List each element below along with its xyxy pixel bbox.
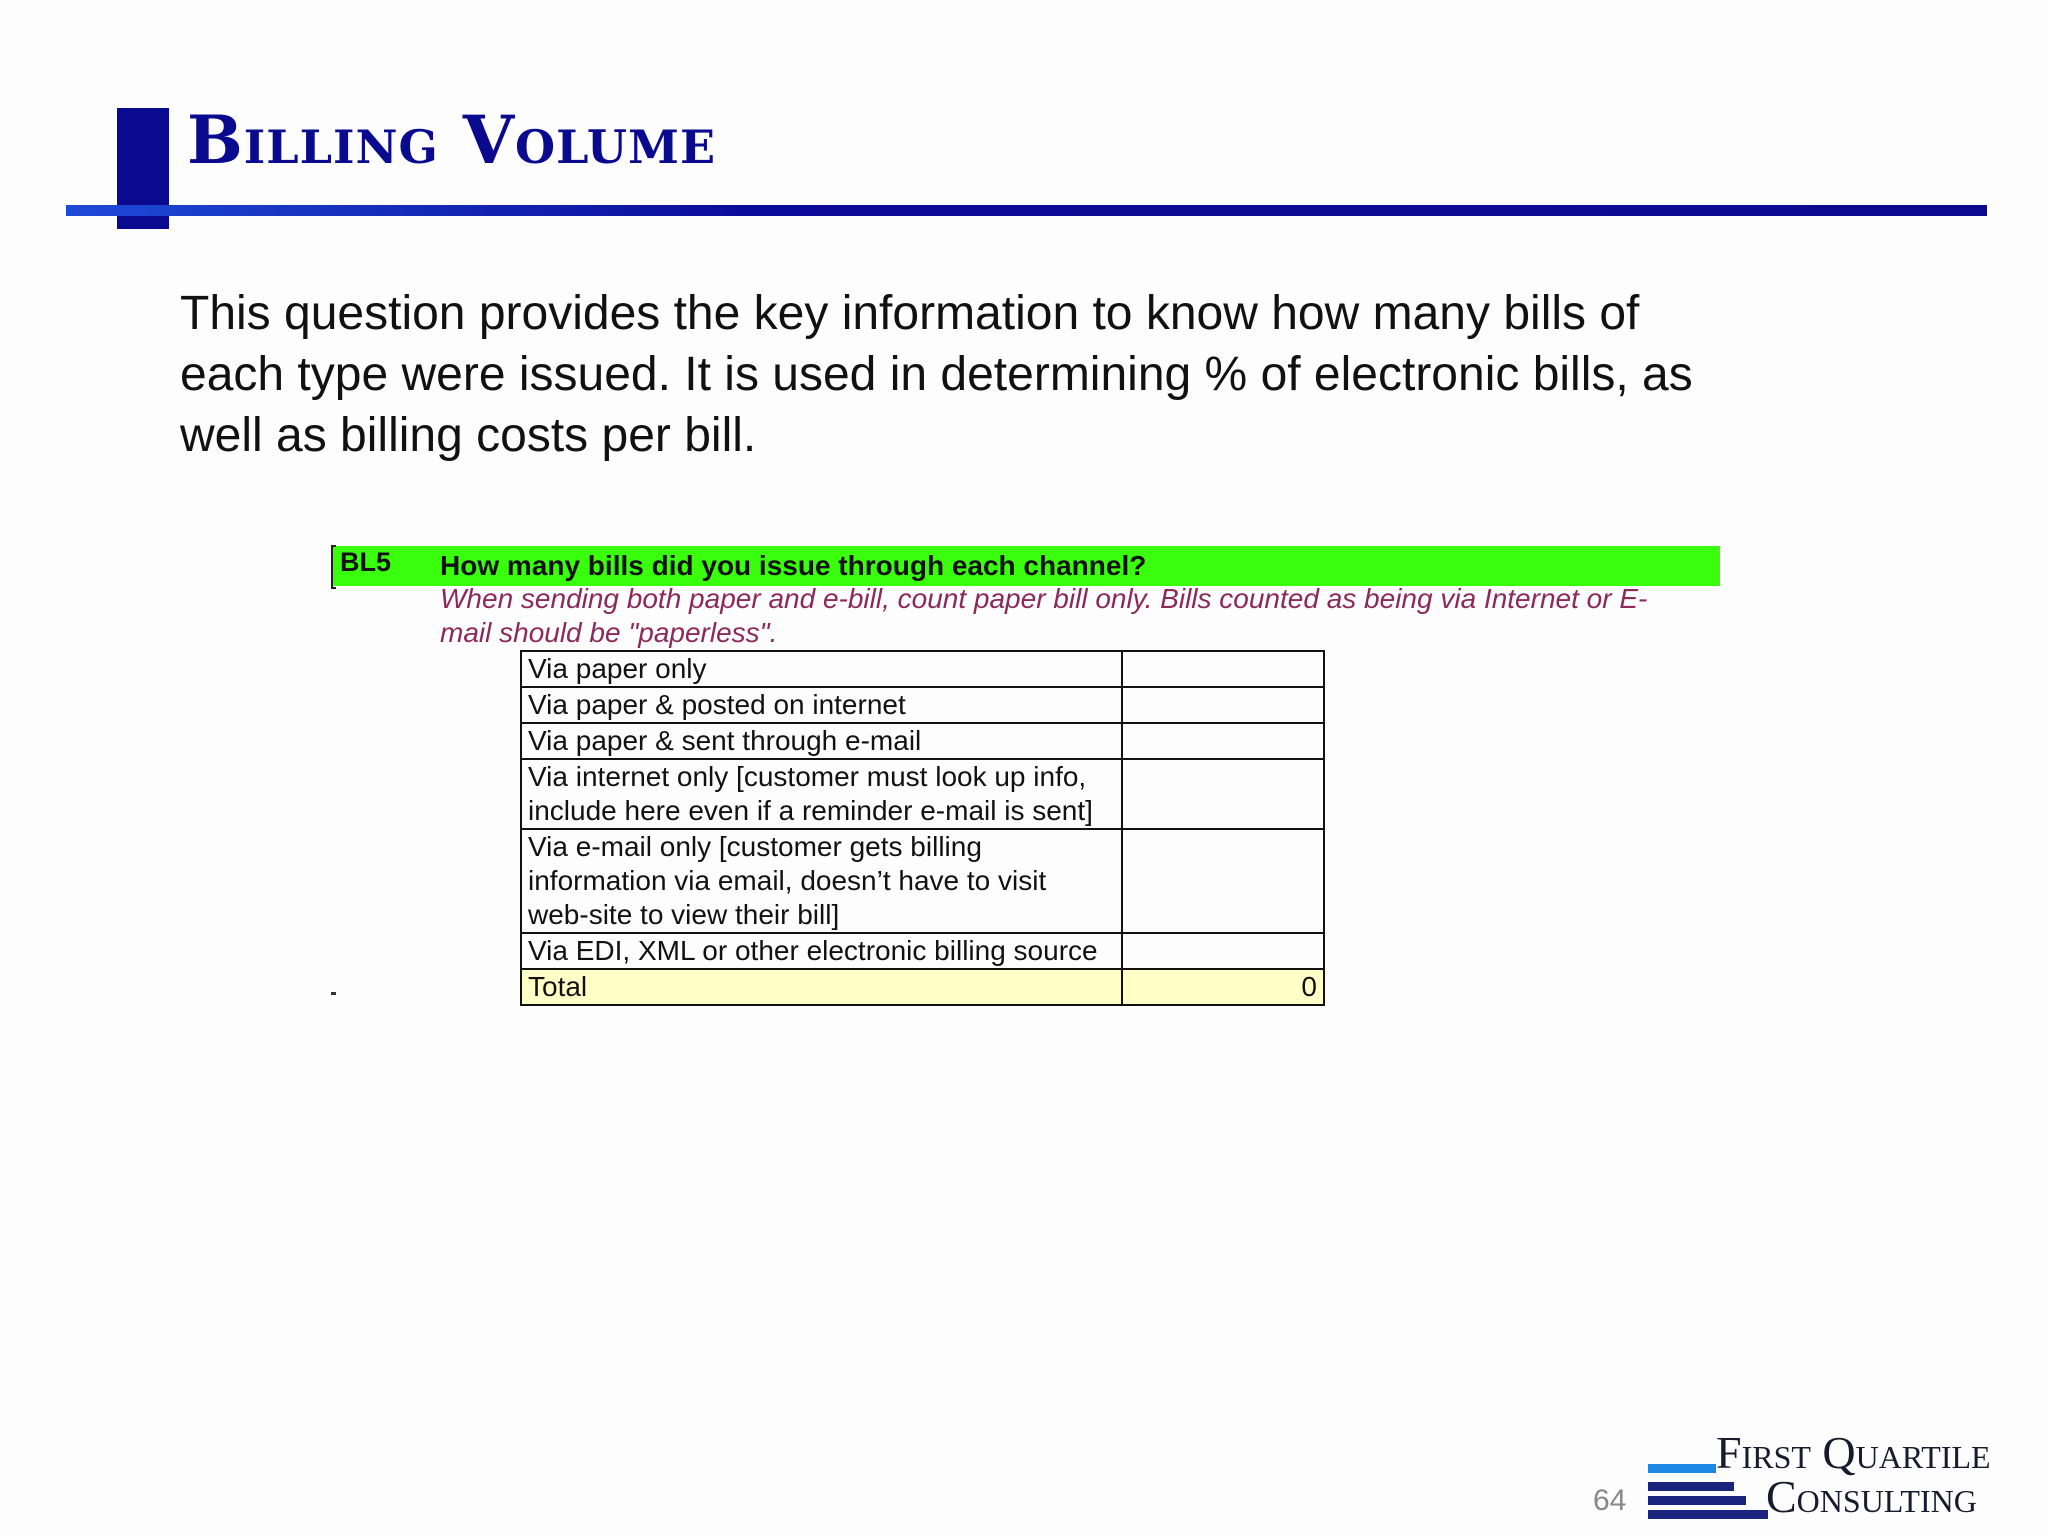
- logo-bar-icon: [1648, 1482, 1734, 1491]
- question-bracket: [331, 545, 336, 589]
- channel-label: information via email, doesn’t have to visit: [528, 865, 1047, 896]
- total-value: 0: [1122, 969, 1324, 1005]
- channel-value-cell[interactable]: [1122, 933, 1324, 969]
- question-text: How many bills did you issue through each channel?: [440, 550, 1147, 581]
- question-note-line: mail should be "paperless".: [440, 617, 778, 648]
- question-code: BL5: [340, 547, 392, 577]
- page-number: 64: [1593, 1484, 1627, 1517]
- channel-value-cell[interactable]: [1122, 687, 1324, 723]
- logo-text-line2: Consulting: [1766, 1471, 1977, 1522]
- channel-label: Via paper only: [528, 653, 707, 684]
- channel-value-cell[interactable]: [1122, 829, 1324, 933]
- bracket-end-mark: [331, 992, 336, 995]
- table-row: [521, 723, 1324, 759]
- title-underline: [66, 205, 1987, 216]
- channel-label: Via paper & sent through e-mail: [528, 725, 922, 756]
- table-row: [521, 687, 1324, 723]
- intro-line: each type were issued. It is used in determining % of electronic bills, as: [180, 348, 1693, 401]
- channel-label-cell: [521, 829, 1122, 933]
- slide-title: Billing Volume: [187, 101, 717, 179]
- table-row: [521, 651, 1324, 687]
- billing-channel-table: [520, 650, 1325, 1006]
- channel-label-cell: [521, 759, 1122, 829]
- billing-channel-table-body: [521, 651, 1324, 1005]
- table-row: [521, 829, 1324, 933]
- channel-label: web-site to view their bill]: [528, 899, 840, 930]
- channel-value-cell[interactable]: [1122, 651, 1324, 687]
- question-note: [440, 582, 1700, 650]
- table-row: [521, 759, 1324, 829]
- total-label: Total: [521, 969, 1122, 1005]
- channel-value-cell[interactable]: [1122, 759, 1324, 829]
- question-note-line: When sending both paper and e-bill, count paper bill only. Bills counted as being via Internet or E-: [440, 583, 1648, 614]
- channel-label: Via internet only [customer must look up info,: [528, 761, 1087, 792]
- logo-text-line1: First Quartile: [1716, 1427, 1991, 1478]
- table-row: [521, 933, 1324, 969]
- intro-paragraph: [180, 283, 1840, 466]
- channel-label-cell: [521, 933, 1122, 969]
- intro-line: well as billing costs per bill.: [180, 409, 757, 462]
- channel-label: include here even if a reminder e-mail is sent]: [528, 795, 1093, 826]
- channel-label: Via paper & posted on internet: [528, 689, 906, 720]
- channel-label: Via EDI, XML or other electronic billing source: [528, 935, 1098, 966]
- logo-bar-icon: [1648, 1464, 1716, 1473]
- intro-line: This question provides the key information to know how many bills of: [180, 287, 1640, 340]
- channel-label-cell: [521, 687, 1122, 723]
- total-row: [521, 969, 1324, 1005]
- channel-value-cell[interactable]: [1122, 723, 1324, 759]
- logo-bar-icon: [1648, 1496, 1746, 1505]
- company-logo: [1646, 1427, 2046, 1526]
- logo-bar-icon: [1648, 1510, 1768, 1519]
- channel-label-cell: [521, 651, 1122, 687]
- channel-label-cell: [521, 723, 1122, 759]
- channel-label: Via e-mail only [customer gets billing: [528, 831, 982, 862]
